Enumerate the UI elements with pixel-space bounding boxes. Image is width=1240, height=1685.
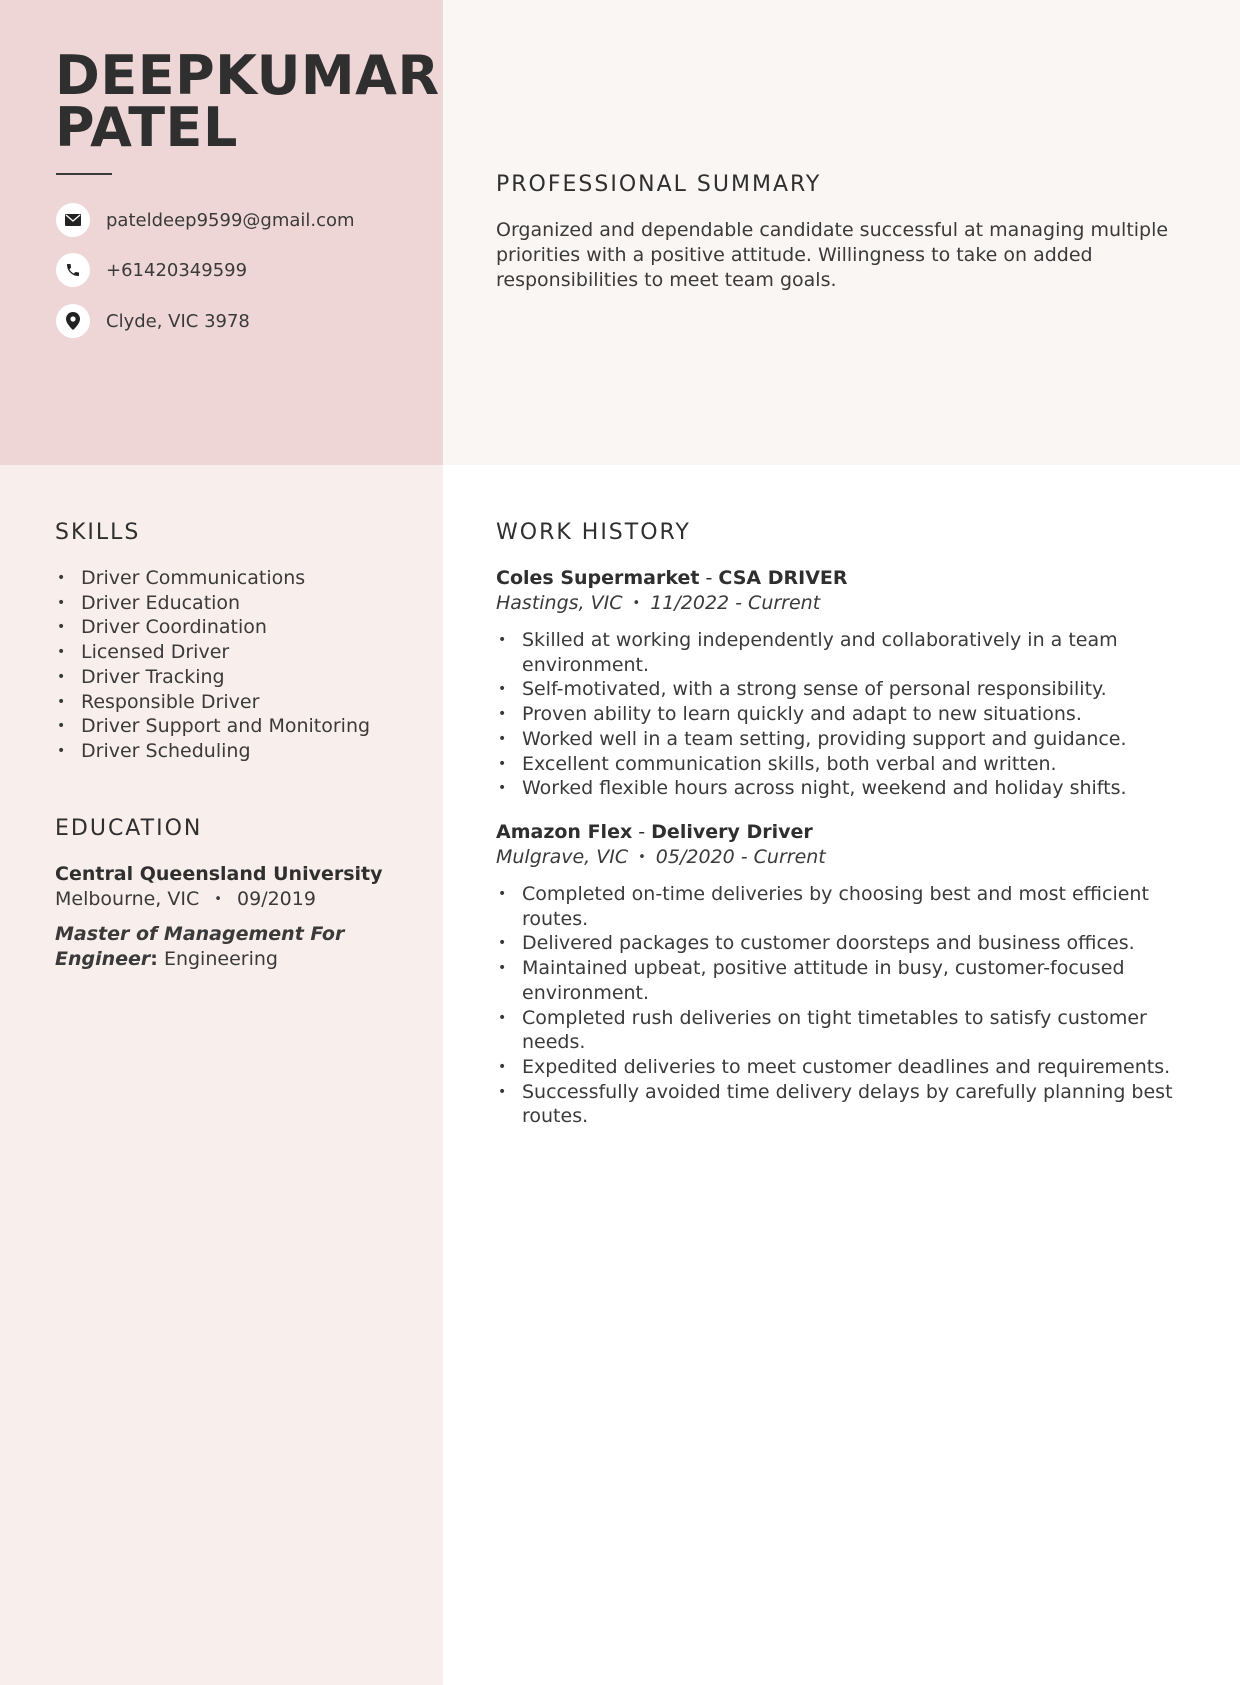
school-name: Central Queensland University bbox=[55, 863, 383, 885]
degree-name: Master of Management For Engineer bbox=[55, 923, 345, 970]
degree: Master of Management For Engineer: Engineering bbox=[55, 923, 345, 970]
phone-icon bbox=[56, 253, 90, 287]
job-bullet: • Excellent communication skills, both verbal and written. bbox=[496, 752, 1196, 777]
contact-email[interactable] bbox=[56, 203, 355, 237]
skill-item: • Responsible Driver bbox=[55, 690, 425, 715]
summary-text: Organized and dependable candidate successful at managing multiple priorities with a positive attitude. Willingness to take on added responsibilities to meet team goals. bbox=[496, 219, 1169, 291]
skill-item: • Licensed Driver bbox=[55, 640, 425, 665]
separator-dot: • bbox=[632, 596, 641, 611]
contact-phone[interactable] bbox=[56, 253, 247, 287]
summary-title: PROFESSIONAL SUMMARY bbox=[496, 172, 822, 197]
company-name: Coles Supermarket bbox=[496, 567, 700, 589]
job-bullet: • Self-motivated, with a strong sense of personal responsibility. bbox=[496, 677, 1196, 702]
contact-location bbox=[56, 304, 250, 338]
job-bullet: • Expedited deliveries to meet customer deadlines and requirements. bbox=[496, 1055, 1196, 1080]
job-bullet: • Proven ability to learn quickly and adapt to new situations. bbox=[496, 702, 1196, 727]
name-line-1: DEEPKUMAR bbox=[55, 44, 440, 107]
education-entry bbox=[55, 862, 425, 972]
phone-text[interactable]: +61420349599 bbox=[106, 259, 248, 281]
envelope-icon bbox=[56, 203, 90, 237]
skills-list bbox=[55, 566, 425, 764]
skill-item: • Driver Communications bbox=[55, 566, 425, 591]
job-entry bbox=[496, 566, 1196, 801]
job-bullet: • Worked flexible hours across night, weekend and holiday shifts. bbox=[496, 776, 1196, 801]
job-dates: 05/2020 - Current bbox=[655, 846, 826, 868]
job-location: Hastings, VIC bbox=[496, 592, 623, 614]
skill-item: • Driver Coordination bbox=[55, 615, 425, 640]
job-bullet: • Worked well in a team setting, providing support and guidance. bbox=[496, 727, 1196, 752]
job-bullet: • Successfully avoided time delivery delays by carefully planning best routes. bbox=[496, 1080, 1196, 1129]
separator-dot: • bbox=[638, 850, 646, 865]
education-title: EDUCATION bbox=[55, 816, 203, 841]
job-role: Delivery Driver bbox=[651, 821, 813, 843]
job-meta bbox=[496, 591, 1196, 618]
email-text[interactable]: pateldeep9599@gmail.com bbox=[106, 209, 355, 231]
candidate-name bbox=[55, 44, 440, 159]
name-line-2: PATEL bbox=[55, 96, 238, 159]
job-meta bbox=[496, 845, 1196, 872]
work-history-title: WORK HISTORY bbox=[496, 520, 691, 545]
job-role: CSA DRIVER bbox=[718, 567, 848, 589]
separator-dot: • bbox=[214, 892, 222, 907]
job-bullet: • Maintained upbeat, positive attitude in busy, customer-focused environment. bbox=[496, 956, 1196, 1005]
graduation-date: 09/2019 bbox=[237, 888, 316, 910]
job-title-line: Amazon Flex - Delivery Driver bbox=[496, 821, 813, 843]
job-bullet: • Completed rush deliveries on tight timetables to satisfy customer needs. bbox=[496, 1006, 1196, 1055]
name-divider bbox=[56, 173, 112, 175]
job-entry bbox=[496, 820, 1196, 1129]
skill-item: • Driver Scheduling bbox=[55, 739, 425, 764]
location-pin-icon bbox=[56, 304, 90, 338]
job-title-line: Coles Supermarket - CSA DRIVER bbox=[496, 567, 848, 589]
degree-field: Engineering bbox=[163, 948, 278, 970]
company-name: Amazon Flex bbox=[496, 821, 633, 843]
job-bullet: • Completed on-time deliveries by choosing best and most efficient routes. bbox=[496, 882, 1196, 931]
skill-item: • Driver Tracking bbox=[55, 665, 425, 690]
skill-item: • Driver Support and Monitoring bbox=[55, 714, 425, 739]
skills-title: SKILLS bbox=[55, 520, 141, 545]
job-location: Mulgrave, VIC bbox=[496, 846, 629, 868]
job-dates: 11/2022 - Current bbox=[650, 592, 821, 614]
skill-item: • Driver Education bbox=[55, 591, 425, 616]
location-text: Clyde, VIC 3978 bbox=[106, 310, 250, 332]
job-bullets bbox=[496, 628, 1196, 801]
job-bullet: • Skilled at working independently and collaboratively in a team environment. bbox=[496, 628, 1196, 677]
school-location: Melbourne, VIC bbox=[55, 888, 200, 910]
job-bullet: • Delivered packages to customer doorsteps and business offices. bbox=[496, 931, 1196, 956]
school-location-date bbox=[55, 887, 425, 914]
job-bullets bbox=[496, 882, 1196, 1129]
